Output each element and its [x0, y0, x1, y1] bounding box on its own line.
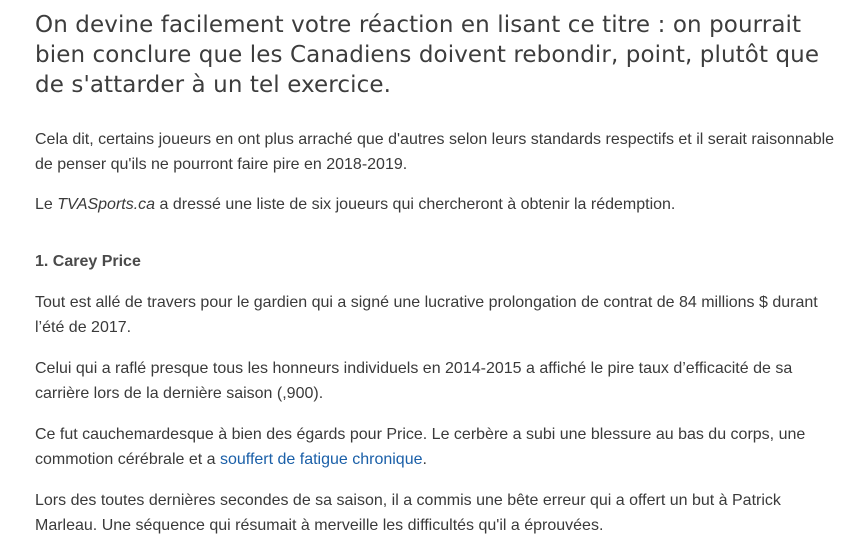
section-paragraph-3: [35, 422, 847, 472]
source-name: TVASports.ca: [57, 196, 156, 213]
source-paragraph: [35, 192, 847, 217]
source-prefix: Le: [35, 196, 58, 213]
chronic-fatigue-link[interactable]: souffert de fatigue chronique: [219, 451, 423, 468]
intro-paragraph: Cela dit, certains joueurs en ont plus arraché que d'autres selon leurs standards respectifs et il serait raisonnable de penser qu'ils ne pourront faire pire en 2018-2019.: [35, 131, 835, 173]
section-heading: 1. Carey Price: [35, 253, 141, 270]
article-headline: On devine facilement votre réaction en lisant ce titre : on pourrait bien conclure que les Canadiens doivent rebondir, point, plutôt que de s'attarder à un tel exercice.: [35, 12, 820, 98]
section-paragraph-4: Lors des toutes dernières secondes de sa saison, il a commis une bête erreur qui a offert un but à Patrick Marleau. Une séquence qui résumait à merveille les difficultés qu'il a éprouvées.: [35, 492, 781, 534]
paragraph-3-text: Ce fut cauchemardesque à bien des égards pour Price. Le cerbère a subi une blessure au bas du corps, une commotion cérébrale et a: [35, 426, 806, 468]
article-body: [35, 0, 847, 534]
section-paragraph-1: Tout est allé de travers pour le gardien qui a signé une lucrative prolongation de contrat de 84 millions $ durant l’été de 2017.: [35, 294, 818, 336]
section-paragraph-2: Celui qui a raflé presque tous les honneurs individuels en 2014-2015 a affiché le pire taux d’efficacité de sa carrière lors de la dernière saison (,900).: [35, 360, 793, 402]
source-suffix: a dressé une liste de six joueurs qui chercheront à obtenir la rédemption.: [155, 196, 676, 213]
paragraph-3-end: .: [422, 451, 427, 468]
